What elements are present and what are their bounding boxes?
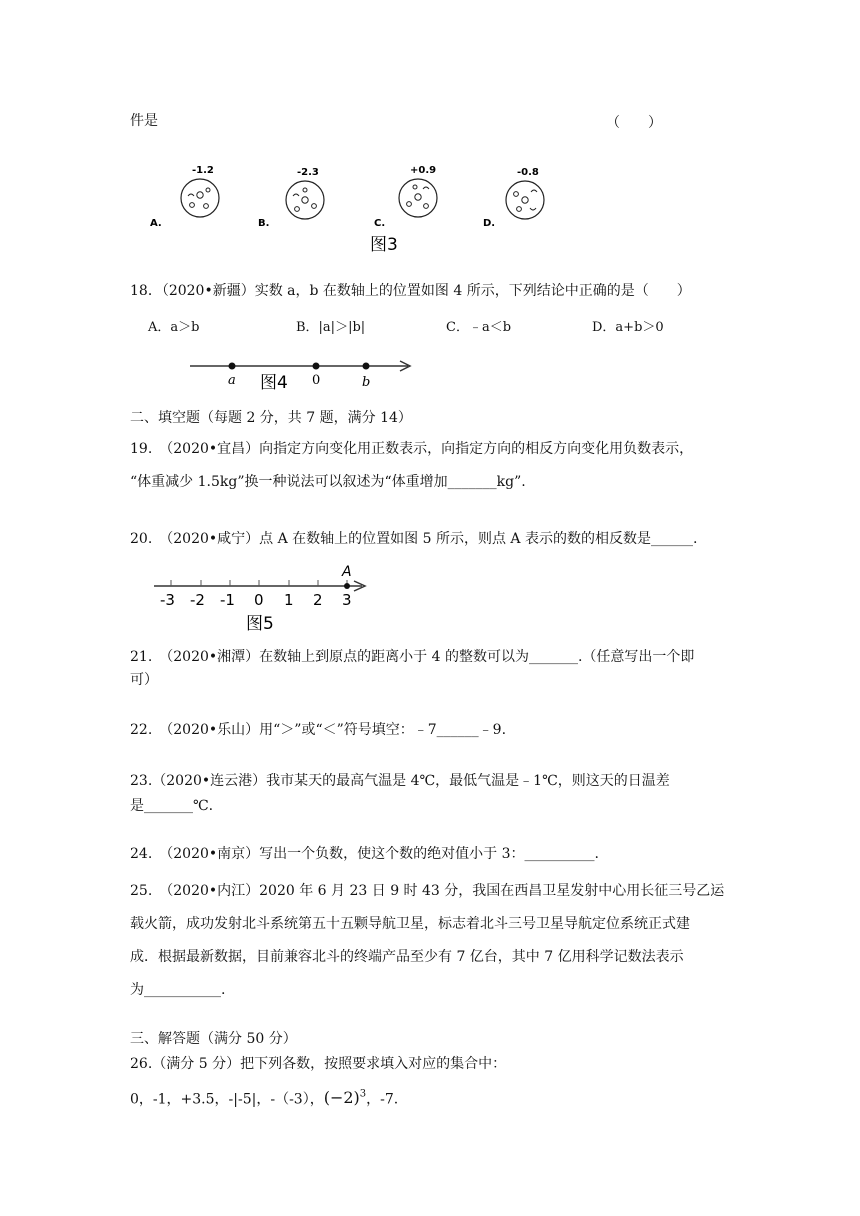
label-b: b xyxy=(362,375,371,390)
tick-3: 3 xyxy=(342,591,352,609)
figure-4-caption: 图4 xyxy=(260,373,288,393)
q23-line2: 是_______℃. xyxy=(130,798,214,814)
q25-line2: 载火箭，成功发射北斗系统第五十五颗导航卫星，标志着北斗三号卫星导航定位系统正式建 xyxy=(130,916,690,932)
q25-line1: 25. （2020•内江）2020 年 6 月 23 日 9 时 43 分，我国在西昌卫星发射中心用长征三号乙运 xyxy=(130,883,725,899)
label-point-a: A xyxy=(342,564,352,580)
q22-line1: 22. （2020•乐山）用“＞”或“＜”符号填空：﹣7______﹣9. xyxy=(130,722,507,738)
tick-1: 1 xyxy=(284,591,294,609)
q18-option-a: A．a＞b xyxy=(148,320,200,335)
ball-c-letter: C. xyxy=(374,218,386,229)
q25-line4: 为___________. xyxy=(130,982,226,998)
point-a-marker xyxy=(344,583,350,589)
q26-numbers-line xyxy=(130,1086,398,1108)
q26-power xyxy=(324,1088,366,1107)
label-zero: 0 xyxy=(312,373,321,388)
q26-tail: ，-7. xyxy=(366,1091,399,1108)
ball-b xyxy=(258,167,324,229)
q23-line1: 23.（2020•连云港）我市某天的最高气温是 4℃，最低气温是﹣1℃，则这天的日温差 xyxy=(130,773,670,789)
q21-line2: 可） xyxy=(130,672,158,688)
q24-line1: 24. （2020•南京）写出一个负数，使这个数的绝对值小于 3：__________. xyxy=(130,846,599,862)
ball-a-value: -1.2 xyxy=(192,165,214,176)
q18-stem: 18．（2020•新疆）实数 a，b 在数轴上的位置如图 4 所示，下列结论中正确的是（ ） xyxy=(130,283,691,299)
tick-neg1: -1 xyxy=(220,591,235,609)
q25-line3: 成．根据最新数据，目前兼容北斗的终端产品至少有 7 亿台，其中 7 亿用科学记数法表示 xyxy=(130,949,684,965)
q21-line1: 21. （2020•湘潭）在数轴上到原点的距离小于 4 的整数可以为_______.（任意写出一个即 xyxy=(130,649,695,665)
figure-4-number-line xyxy=(186,352,426,396)
question-continuation: 件是 xyxy=(130,113,158,129)
point-zero-marker xyxy=(313,363,320,370)
point-b-marker xyxy=(363,363,370,370)
ball-d-value: -0.8 xyxy=(517,167,539,178)
q26-power-base: (−2) xyxy=(323,1088,360,1108)
q19-line1: 19. （2020•宜昌）向指定方向变化用正数表示，向指定方向的相反方向变化用负数表示， xyxy=(130,441,694,457)
label-a: a xyxy=(228,373,236,388)
tick-neg2: -2 xyxy=(190,591,205,609)
figure-3-caption: 图3 xyxy=(370,235,398,255)
q26-numbers: 0，-1，+3.5，-|-5|，-（-3）， xyxy=(130,1091,324,1108)
ball-d xyxy=(483,167,544,229)
ball-c xyxy=(374,165,437,229)
answer-paren: （ ） xyxy=(606,115,662,131)
figure-5-number-line xyxy=(152,560,372,634)
ball-a xyxy=(150,165,219,229)
q18-option-c: C．﹣a＜b xyxy=(446,320,512,335)
figure-3 xyxy=(140,158,560,258)
tick-2: 2 xyxy=(313,591,323,609)
q26-power-exp: 3 xyxy=(359,1089,367,1100)
point-a-marker xyxy=(229,363,236,370)
q26-line1: 26.（满分 5 分）把下列各数，按照要求填入对应的集合中： xyxy=(130,1056,507,1072)
ball-b-letter: B. xyxy=(258,218,270,229)
section-2-heading: 二、填空题（每题 2 分，共 7 题，满分 14） xyxy=(130,410,412,426)
tick-neg3: -3 xyxy=(160,591,175,609)
ball-d-letter: D. xyxy=(483,218,496,229)
ball-b-value: -2.3 xyxy=(297,167,319,178)
q18-option-b: B．|a|＞|b| xyxy=(296,320,366,335)
tick-0: 0 xyxy=(254,591,264,609)
section-3-heading: 三、解答题（满分 50 分） xyxy=(130,1031,297,1047)
q19-line2: “体重减少 1.5kg”换一种说法可以叙述为“体重增加_______kg”. xyxy=(130,474,526,490)
ball-c-value: +0.9 xyxy=(410,165,437,176)
figure-5-caption: 图5 xyxy=(246,614,274,634)
ball-a-letter: A. xyxy=(150,218,162,229)
q18-option-d: D．a+b＞0 xyxy=(592,320,664,335)
q20-line1: 20. （2020•咸宁）点 A 在数轴上的位置如图 5 所示，则点 A 表示的数的相反数是______. xyxy=(130,531,698,547)
